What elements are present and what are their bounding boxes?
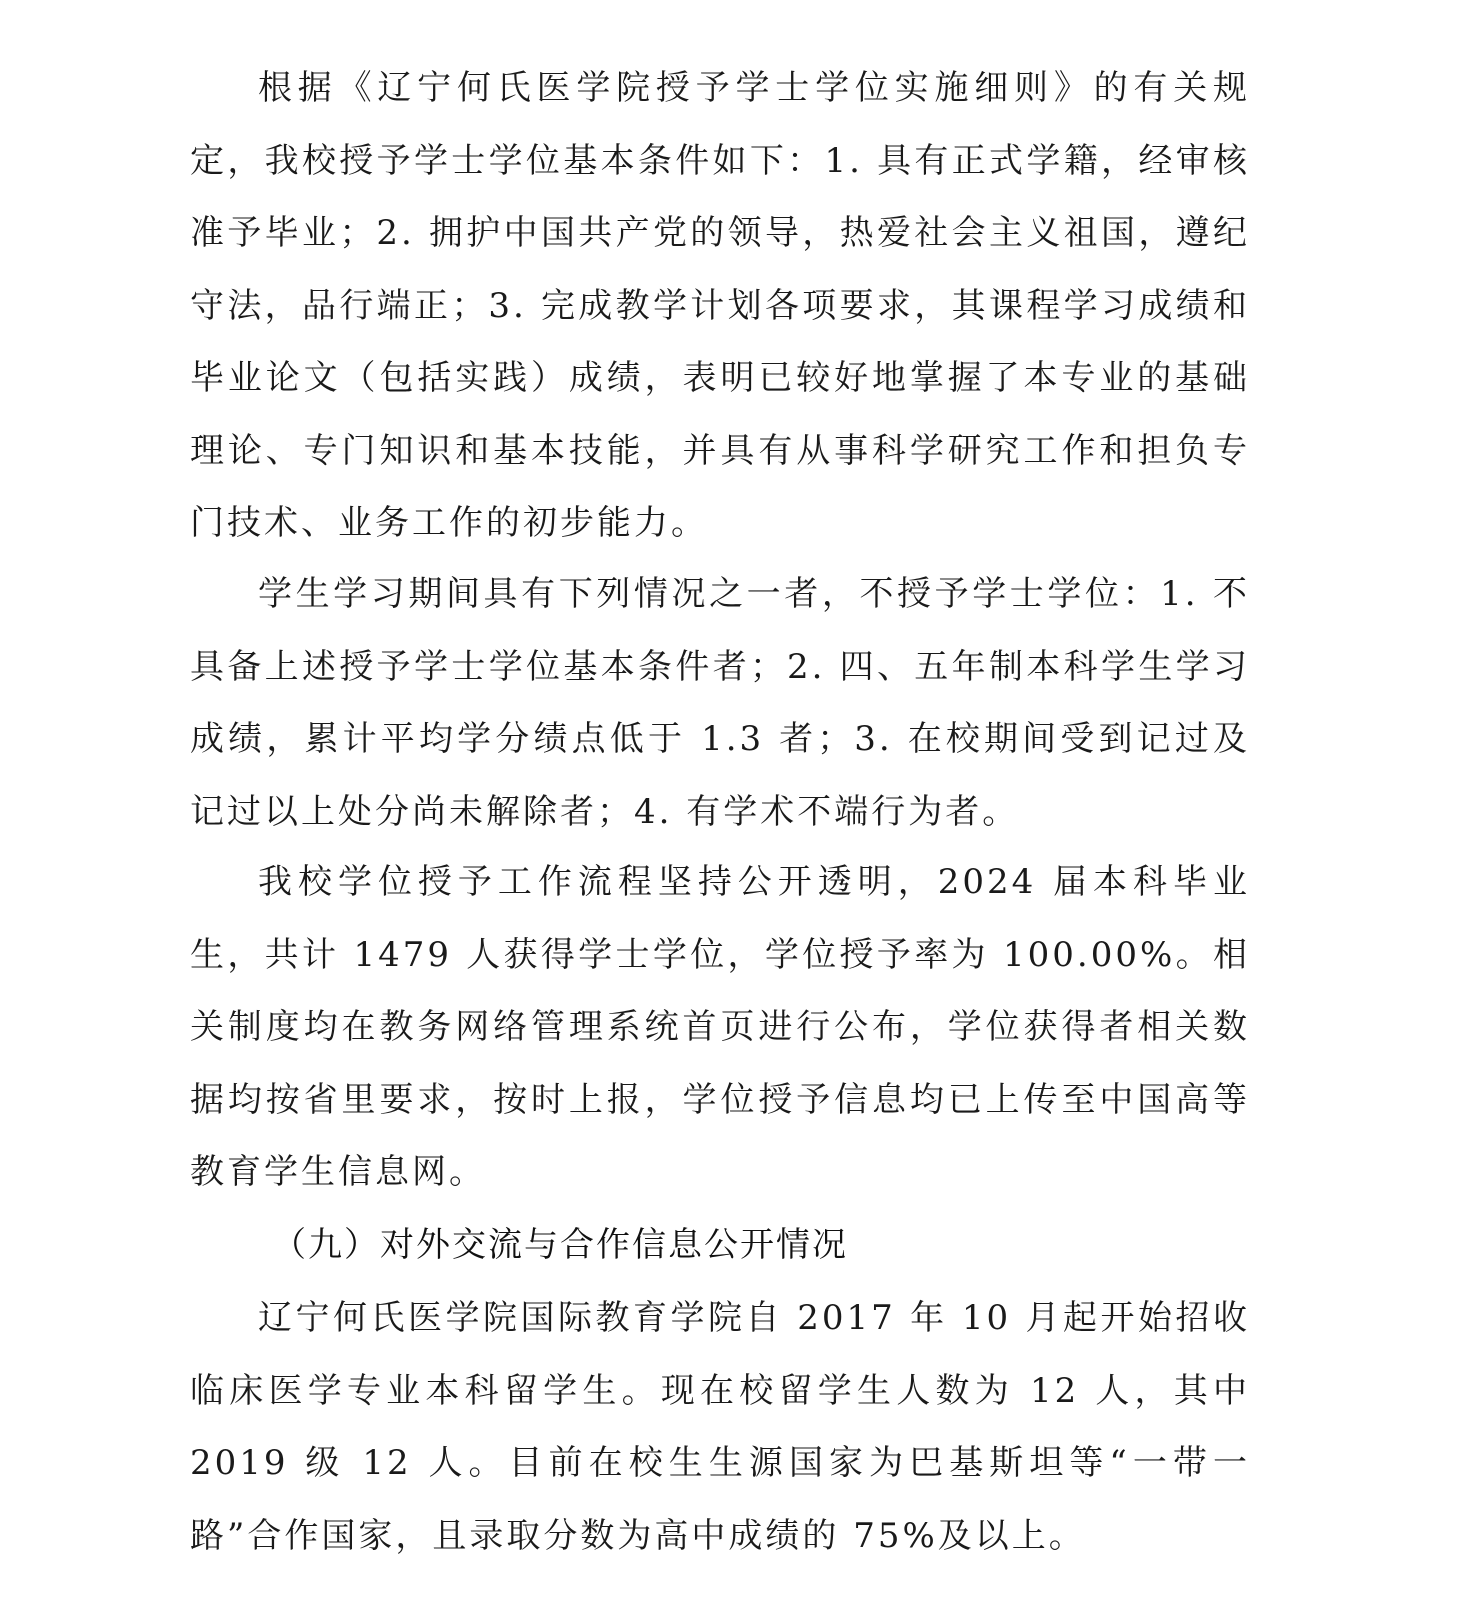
paragraph-degree-workflow: 我校学位授予工作流程坚持公开透明，2024 届本科毕业生，共计 1479 人获得学士学位，学位授予率为 100.00%。相关制度均在教务网络管理系统首页进行公布，学位获得者相关数据均按省里要求，按时上报，学位授予信息均已上传至中国高等教育学生信息网。 [190,862,1250,1192]
paragraph-degree-conditions: 根据《辽宁何氏医学院授予学士学位实施细则》的有关规定，我校授予学士学位基本条件如下：1. 具有正式学籍，经审核准予毕业；2. 拥护中国共产党的领导，热爱社会主义祖国，遵纪守法，品行端正；3. 完成教学计划各项要求，其课程学习成绩和毕业论文（包括实践）成绩，表明已较好地掌握了本专业的基础理论、专门知识和基本技能，并具有从事科学研究工作和担负专门技术、业务工作的初步能力。 [190,68,1250,543]
paragraph-no-degree-conditions: 学生学习期间具有下列情况之一者，不授予学士学位：1. 不具备上述授予学士学位基本条件者；2. 四、五年制本科学生学习成绩，累计平均学分绩点低于 1.3 者；3. 在校期间受到记过及记过以上处分尚未解除者；4. 有学术不端行为者。 [190,574,1250,832]
paragraph-international-students: 辽宁何氏医学院国际教育学院自 2017 年 10 月起开始招收临床医学专业本科留学生。现在校留学生人数为 12 人，其中 2019 级 12 人。目前在校生生源国家为巴基斯坦等“一带一路”合作国家，且录取分数为高中成绩的 75%及以上。 [190,1298,1250,1556]
section-heading: （九）对外交流与合作信息公开情况 [272,1225,848,1265]
